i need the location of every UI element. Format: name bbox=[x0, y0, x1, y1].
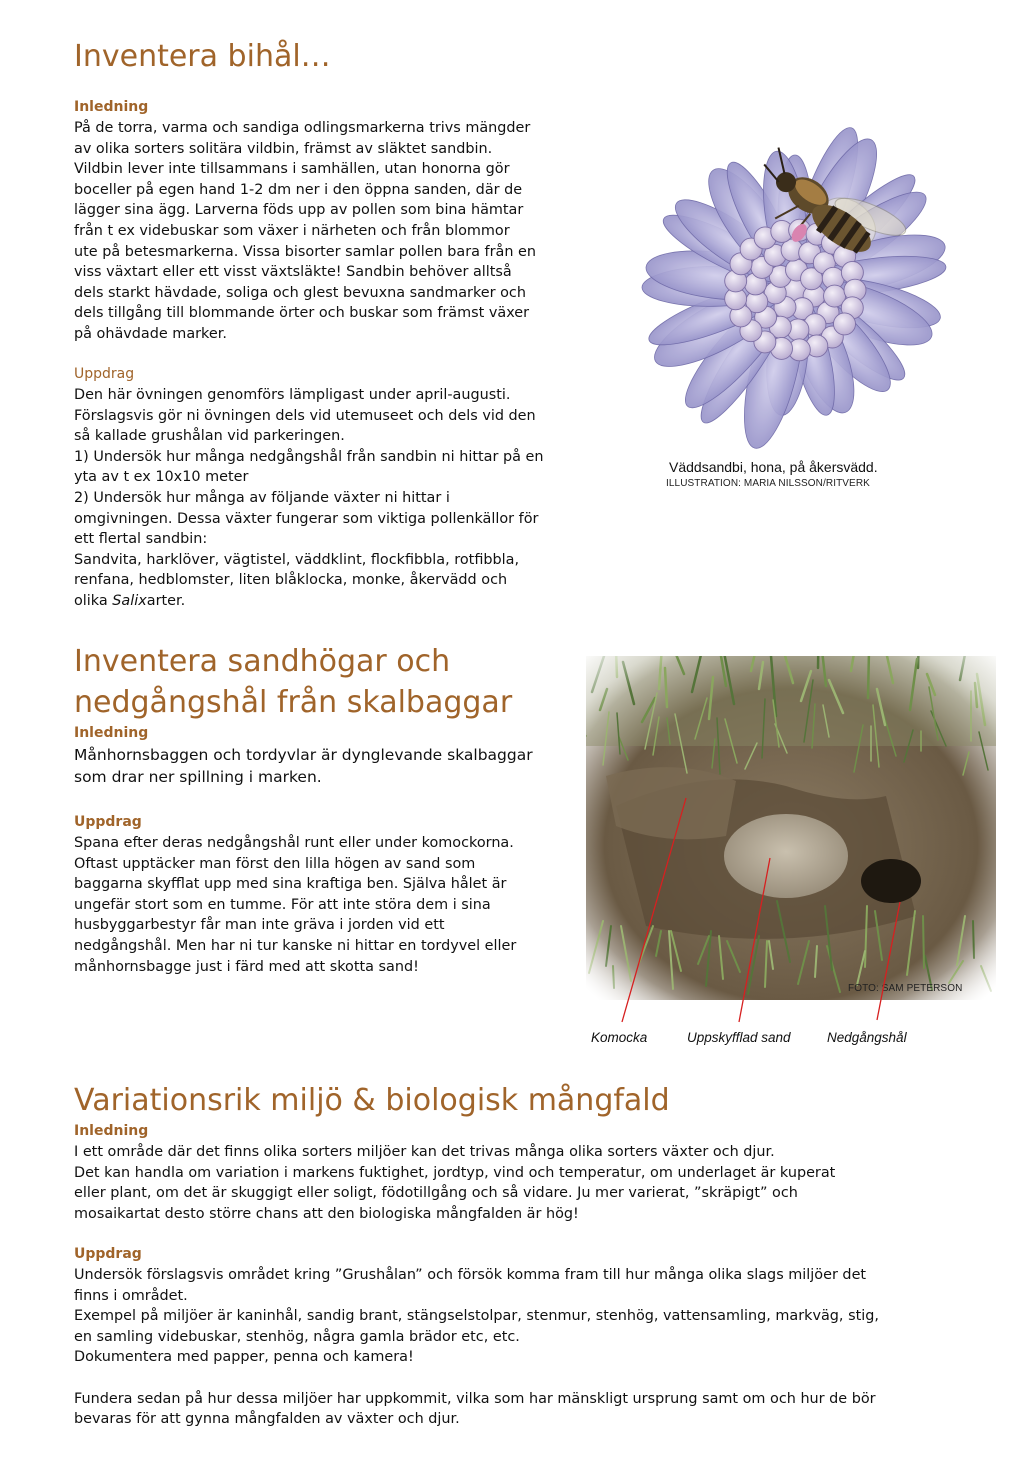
section2-task-text bbox=[74, 833, 594, 977]
section1-task-text bbox=[74, 385, 594, 612]
text-line: 1) Undersök hur många nedgångshål från sandbin ni hittar på en bbox=[74, 448, 544, 465]
section3-task-heading: Uppdrag bbox=[74, 1246, 142, 1262]
text-line: nedgångshål. Men har ni tur kanske ni hittar en tordyvel eller bbox=[74, 937, 517, 954]
section3-title: Variationsrik miljö & biologisk mångfald bbox=[74, 1083, 670, 1118]
text-line bbox=[74, 1368, 974, 1389]
text-line: på ohävdade marker. bbox=[74, 325, 227, 342]
italic-fragment: Salix bbox=[112, 592, 147, 609]
section2-intro-heading: Inledning bbox=[74, 725, 149, 741]
text-fragment: olika bbox=[74, 592, 113, 609]
text-line: I ett område där det finns olika sorters miljöer kan det trivas många olika sorters växter och djur. bbox=[74, 1144, 775, 1160]
text-line: som drar ner spillning i marken. bbox=[74, 768, 322, 786]
text-line: så kallade grushålan vid parkeringen. bbox=[74, 428, 345, 445]
text-line: finns i området. bbox=[74, 1287, 188, 1304]
text-line: Undersök förslagsvis området kring ”Grushålan” och försök komma fram till hur många olika slags miljöer det bbox=[74, 1267, 867, 1283]
bee-on-flower-illustration bbox=[615, 110, 975, 450]
text-line: På de torra, varma och sandiga odlingsmarkerna trivs mängder bbox=[74, 120, 531, 136]
section2-intro-text bbox=[74, 744, 594, 788]
section3-intro-text bbox=[74, 1142, 974, 1224]
section1-intro-text bbox=[74, 118, 594, 345]
pointer-line-hole bbox=[877, 902, 900, 1020]
text-line: mosaikartat desto större chans att den biologiska mångfalden är hög! bbox=[74, 1205, 579, 1222]
text-line: en samling videbuskar, stenhög, några gamla brädor etc, etc. bbox=[74, 1328, 520, 1345]
text-line: husbyggarbestyr får man inte gräva i jorden vid ett bbox=[74, 917, 445, 934]
text-line: Månhornsbaggen och tordyvlar är dynglevande skalbaggar bbox=[74, 746, 533, 764]
text-line: ett flertal sandbin: bbox=[74, 531, 208, 548]
section3-intro-heading: Inledning bbox=[74, 1123, 149, 1139]
text-line: månhornsbagge just i färd med att skotta sand! bbox=[74, 958, 419, 975]
section3-task-text bbox=[74, 1265, 974, 1430]
label-komocka: Komocka bbox=[591, 1030, 648, 1045]
text-line: från t ex videbuskar som växer i närheten och från blommor bbox=[74, 222, 510, 239]
text-line: renfana, hedblomster, liten blåklocka, monke, åkervädd och bbox=[74, 572, 508, 589]
text-line: ute på betesmarkerna. Vissa bisorter samlar pollen bara från en bbox=[74, 243, 536, 260]
text-line: Fundera sedan på hur dessa miljöer har uppkommit, vilka som har mänskligt ursprung samt om och hur de bör bbox=[74, 1390, 876, 1407]
section1-intro-heading: Inledning bbox=[74, 99, 149, 115]
text-line: dels starkt hävdade, soliga och glest bevuxna sandmarker och bbox=[74, 284, 526, 301]
pointer-line-komocka bbox=[622, 798, 686, 1022]
text-line: bevaras för att gynna mångfalden av växter och djur. bbox=[74, 1411, 460, 1428]
text-line: 2) Undersök hur många av följande växter ni hittar i bbox=[74, 489, 450, 506]
text-line: Vildbin lever inte tillsammans i samhällen, utan honorna gör bbox=[74, 161, 510, 178]
floret bbox=[833, 313, 855, 335]
section2-title-line2: nedgångshål från skalbaggar bbox=[74, 685, 513, 720]
text-fragment: arter. bbox=[146, 592, 186, 609]
text-line: Dokumentera med papper, penna och kamera! bbox=[74, 1349, 414, 1366]
pointer-line-sand bbox=[739, 858, 770, 1022]
text-line: Oftast upptäcker man först den lilla högen av sand som bbox=[74, 855, 476, 872]
text-line: ungefär stort som en tumme. För att inte störa dem i sina bbox=[74, 896, 491, 913]
illustration-caption: Väddsandbi, hona, på åkersvädd. bbox=[669, 459, 878, 475]
text-line: dels tillgång till blommande örter och buskar som främst växer bbox=[74, 305, 530, 322]
photo-pointer-lines bbox=[600, 790, 920, 1030]
text-line: av olika sorters solitära vildbin, främst av släktet sandbin. bbox=[74, 140, 493, 157]
text-line: boceller på egen hand 1-2 dm ner i den öppna sanden, där de bbox=[74, 181, 523, 198]
text-line: Förslagsvis gör ni övningen dels vid utemuseet och dels vid den bbox=[74, 407, 536, 424]
section2-title-line1: Inventera sandhögar och bbox=[74, 644, 451, 679]
text-line: Spana efter deras nedgångshål runt eller under komockorna. bbox=[74, 835, 514, 851]
text-line: eller plant, om det är skuggigt eller soligt, födotillgång och så vidare. Ju mer varierat, ”skräpigt” och bbox=[74, 1185, 798, 1202]
text-line: baggarna skyfflat upp med sina kraftiga ben. Själva hålet är bbox=[74, 876, 507, 893]
section1-task-heading: Uppdrag bbox=[74, 366, 135, 382]
text-line: omgivningen. Dessa växter fungerar som viktiga pollenkällor för bbox=[74, 510, 539, 527]
text-line: viss växtart eller ett visst växtsläkte! Sandbin behöver alltså bbox=[74, 264, 512, 281]
text-line: lägger sina ägg. Larverna föds upp av pollen som bina hämtar bbox=[74, 202, 524, 219]
illustration-credit: ILLUSTRATION: MARIA NILSSON/RITVERK bbox=[666, 478, 870, 489]
text-line: Sandvita, harklöver, vägtistel, väddklint, flockfibbla, rotfibbla, bbox=[74, 551, 520, 568]
text-line-last bbox=[74, 591, 594, 612]
text-line: Exempel på miljöer är kaninhål, sandig brant, stängselstolpar, stenmur, stenhög, vattensamling, markväg, stig, bbox=[74, 1308, 879, 1325]
text-line: Det kan handla om variation i markens fuktighet, jordtyp, vind och temperatur, om underlaget är kuperat bbox=[74, 1164, 836, 1181]
label-nedgangshal: Nedgångshål bbox=[827, 1030, 907, 1045]
text-line: yta av t ex 10x10 meter bbox=[74, 469, 249, 486]
photo-credit: FOTO: SAM PETERSON bbox=[848, 983, 963, 994]
section1-title: Inventera bihål… bbox=[74, 39, 331, 74]
text-line: Den här övningen genomförs lämpligast under april-augusti. bbox=[74, 387, 511, 403]
label-uppskyfflad-sand: Uppskyfflad sand bbox=[687, 1030, 791, 1045]
section2-task-heading: Uppdrag bbox=[74, 814, 142, 830]
